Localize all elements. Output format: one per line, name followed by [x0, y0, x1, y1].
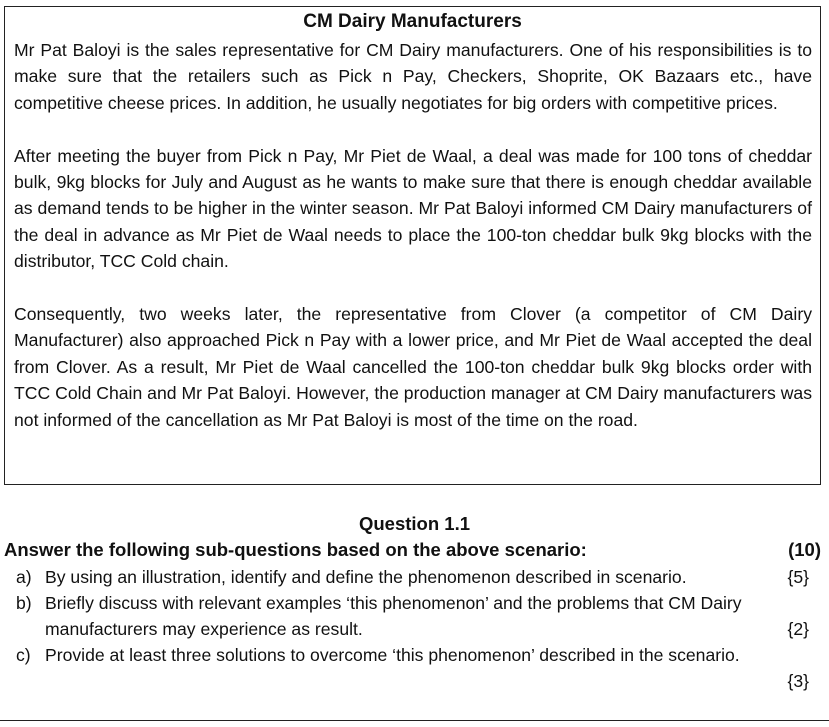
sub-question-letter: b) [16, 593, 32, 613]
sub-question-text: Briefly discuss with relevant examples ‘this phenomenon’ and the problems that CM Dairy [45, 593, 742, 613]
sub-question-text-continued: manufacturers may experience as result. [45, 619, 363, 639]
sub-question-marks: {3} [787, 671, 809, 691]
scenario-box [4, 6, 821, 485]
sub-question-text: Provide at least three solutions to overcome ‘this phenomenon’ described in the scenario. [45, 645, 740, 665]
sub-question-letter: c) [16, 645, 31, 665]
scenario-title: CM Dairy Manufacturers [303, 11, 522, 32]
question-intro [4, 538, 821, 562]
sub-question-text: By using an illustration, identify and define the phenomenon described in scenario. [45, 567, 687, 587]
scenario-paragraph: Consequently, two weeks later, the representative from Clover (a competitor of CM Dairy Manufacturer) also approached Pick n Pay with a lower price, and Mr Piet de Waal accepted the deal from Clover. As a result, Mr Piet de Waal cancelled the 100-ton cheddar bulk 9kg blocks order with TCC Cold Chain and Mr Pat Baloyi. However, the production manager at CM Dairy manufacturers was not informed of the cancellation as Mr Pat Baloyi is most of the time on the road. [14, 304, 812, 430]
sub-question-marks: {2} [787, 619, 809, 639]
sub-question-a [16, 564, 823, 590]
sub-question-list [16, 564, 823, 694]
question-intro-text: Answer the following sub-questions based on the above scenario: [4, 539, 587, 560]
question-heading: Question 1.1 [358, 513, 471, 534]
scenario-paragraph: After meeting the buyer from Pick n Pay, Mr Piet de Waal, a deal was made for 100 tons of cheddar bulk, 9kg blocks for July and August as he wants to make sure that there is enough cheddar available as demand tends to be higher in the winter season. Mr Pat Baloyi informed CM Dairy manufacturers of the deal in advance as Mr Piet de Waal needs to place the 100-ton cheddar bulk 9kg blocks with the distributor, TCC Cold chain. [14, 145, 812, 272]
sub-question-letter: a) [16, 567, 32, 587]
sub-question-c [16, 642, 823, 694]
sub-question-marks: {5} [787, 567, 809, 587]
question-total-marks: (10) [788, 539, 821, 560]
scenario-paragraph: Mr Pat Baloyi is the sales representative for CM Dairy manufacturers. One of his responsibilities is to make sure that the retailers such as Pick n Pay, Checkers, Shoprite, OK Bazaars etc., have competitive cheese prices. In addition, he usually negotiates for big orders with competitive prices. [14, 40, 812, 113]
sub-question-b [16, 590, 823, 642]
bottom-divider [0, 720, 829, 721]
scenario-text [14, 37, 812, 433]
